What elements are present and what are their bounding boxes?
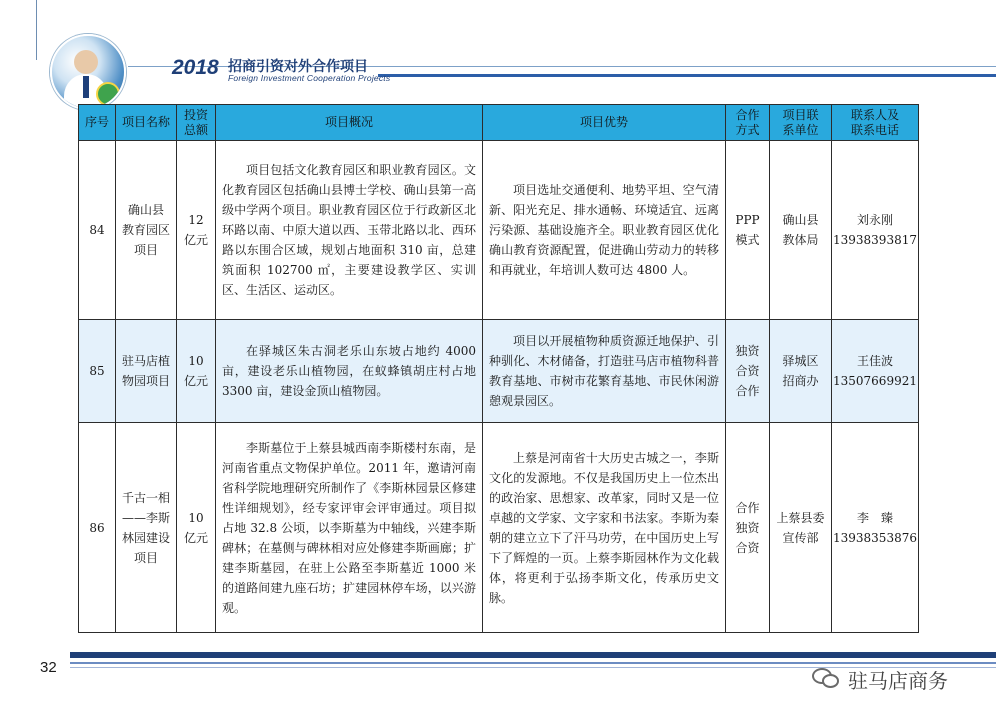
cooperation-mode: 独资 合资 合作 bbox=[726, 320, 770, 423]
project-advantage: 项目选址交通便利、地势平坦、空气清新、阳光充足、排水通畅、环境适宜、远离污染源、基础设施齐全。职业教育园区优化确山教育资源配置，促进确山劳动力的转移和再就业，年培训人数可达 4800 人。 bbox=[489, 183, 719, 277]
column-header-name: 项目名称 bbox=[116, 105, 177, 141]
header-logo-image bbox=[50, 34, 126, 110]
row-number: 86 bbox=[79, 423, 116, 633]
header-title-cn: 招商引资对外合作项目 bbox=[228, 59, 368, 75]
column-header-mode: 合作 方式 bbox=[726, 105, 770, 141]
table-row bbox=[79, 423, 919, 633]
header-rule-vertical bbox=[36, 0, 37, 60]
project-name: 确山县 教育园区 项目 bbox=[116, 141, 177, 320]
row-number: 84 bbox=[79, 141, 116, 320]
project-name: 驻马店植 物园项目 bbox=[116, 320, 177, 423]
projects-table bbox=[78, 104, 919, 633]
column-header-advantage: 项目优势 bbox=[483, 105, 726, 141]
contact-person-phone: 刘永刚 13938393817 bbox=[832, 141, 919, 320]
investment-amount: 10 亿元 bbox=[177, 423, 216, 633]
project-advantage-cell bbox=[483, 320, 726, 423]
project-advantage-cell bbox=[483, 141, 726, 320]
contact-unit: 确山县 教体局 bbox=[770, 141, 832, 320]
wechat-icon bbox=[812, 666, 842, 692]
cooperation-mode: 合作 独资 合资 bbox=[726, 423, 770, 633]
table-row bbox=[79, 141, 919, 320]
column-header-no: 序号 bbox=[79, 105, 116, 141]
table-row bbox=[79, 320, 919, 423]
project-overview-cell bbox=[216, 320, 483, 423]
watermark bbox=[812, 664, 982, 694]
globe-icon bbox=[96, 82, 120, 106]
project-advantage: 项目以开展植物种质资源迁地保护、引种驯化、木材储备，打造驻马店市植物科普教育基地、市树市花繁育基地、市民休闲游憩观景园区。 bbox=[489, 334, 719, 408]
page-header bbox=[0, 0, 996, 100]
contact-unit: 上蔡县委 宣传部 bbox=[770, 423, 832, 633]
header-title-en: Foreign Investment Cooperation Projects bbox=[228, 73, 391, 83]
investment-amount: 12 亿元 bbox=[177, 141, 216, 320]
table-header-row bbox=[79, 105, 919, 141]
project-name: 千古一相 ——李斯 林园建设 项目 bbox=[116, 423, 177, 633]
header-rule-bold bbox=[378, 74, 996, 77]
project-advantage: 上蔡是河南省十大历史古城之一，李斯文化的发源地。不仅是我国历史上一位杰出的政治家、思想家、改革家，同时又是一位卓越的文学家、文字家和书法家。李斯为秦朝的建立立下了汗马功劳，在中国历史上写下了辉煌的一页。上蔡李斯园林作为文化载体，将更利于弘扬李斯文化，传承历史文脉。 bbox=[489, 450, 719, 605]
project-overview: 李斯墓位于上蔡县城西南李斯楼村东南，是河南省重点文物保护单位。2011 年，邀请河南省科学院地理研究所制作了《李斯林园景区修建性详细规划》，经专家评审会评审通过。项目拟占地 32.8 公顷，以李斯墓为中轴线，兴建李斯碑林；在墓侧与碑林相对应处修建李斯画廊；扩建李斯墓园，在驻上公路至李斯墓近 1000 米的道路间建九座石坊；扩建园林停车场，以兴游观。 bbox=[222, 440, 476, 615]
column-header-overview: 项目概况 bbox=[216, 105, 483, 141]
column-header-unit: 项目联 系单位 bbox=[770, 105, 832, 141]
project-overview: 在驿城区朱古洞老乐山东坡占地约 4000 亩，建设老乐山植物园，在蚁蜂镇胡庄村占地 3300 亩，建设金顶山植物园。 bbox=[222, 344, 476, 398]
column-header-amount: 投资 总额 bbox=[177, 105, 216, 141]
header-year: 2018 bbox=[172, 56, 219, 79]
contact-unit: 驿城区 招商办 bbox=[770, 320, 832, 423]
contact-person-phone: 王佳波 13507669921 bbox=[832, 320, 919, 423]
page-number: 32 bbox=[40, 659, 57, 676]
project-overview-cell bbox=[216, 141, 483, 320]
cooperation-mode: PPP 模式 bbox=[726, 141, 770, 320]
investment-amount: 10 亿元 bbox=[177, 320, 216, 423]
project-overview-cell bbox=[216, 423, 483, 633]
project-advantage-cell bbox=[483, 423, 726, 633]
watermark-text: 驻马店商务 bbox=[848, 668, 948, 693]
row-number: 85 bbox=[79, 320, 116, 423]
contact-person-phone: 李 臻 13938353876 bbox=[832, 423, 919, 633]
project-overview: 项目包括文化教育园区和职业教育园区。文化教育园区包括确山县博士学校、确山县第一高级中学两个项目。职业教育园区位于行政新区北环路以南、中原大道以西、玉带北路以北、西环路以东围合区域，规划占地面积 310 亩，总建筑面积 102700 ㎡，主要建设教学区、实训区、生活区、运动区。 bbox=[222, 163, 476, 297]
column-header-contact: 联系人及 联系电话 bbox=[832, 105, 919, 141]
